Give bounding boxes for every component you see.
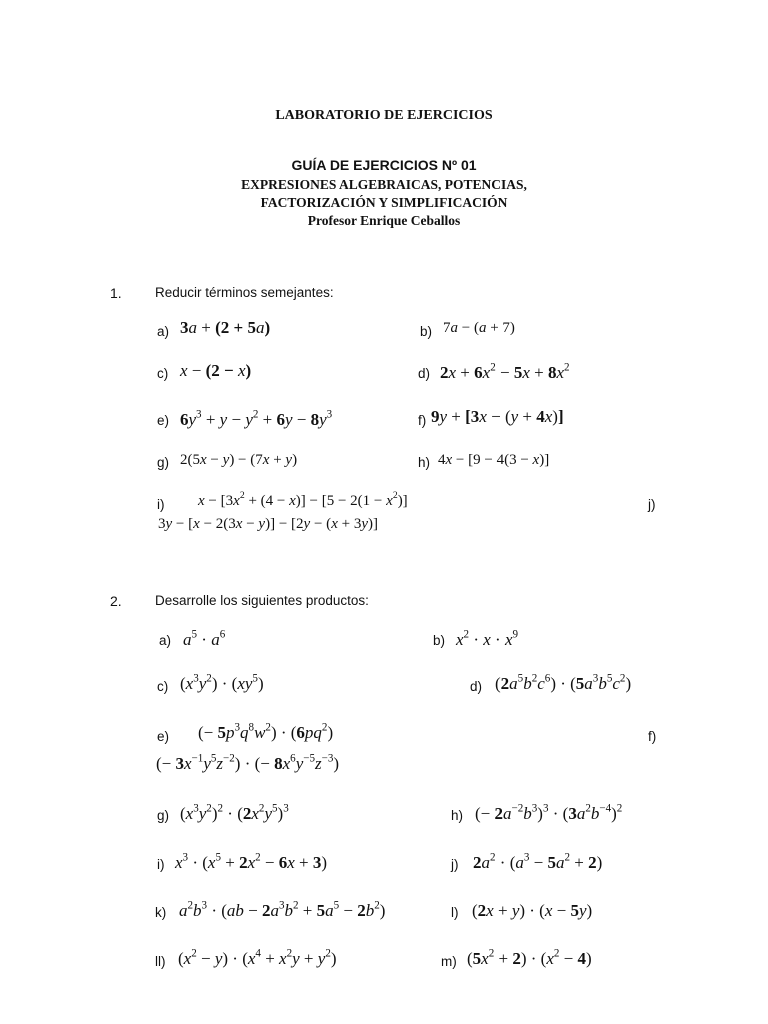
exercise-1b-label: b) [420, 324, 433, 339]
exercise-1i-label: i) [157, 497, 165, 512]
exercise-2i-label: i) [157, 857, 165, 872]
exercise-2f-expression: (− $3x^{-1}y^5z^{-2}$) · (− $8x^6y^{-5}z^{-3}$) [156, 752, 340, 773]
exercise-2d-label: d) [470, 679, 483, 694]
exercise-2g-label: g) [157, 808, 170, 823]
exercise-2m-label: m) [441, 954, 457, 969]
exercise-2k-label: k) [155, 905, 167, 920]
exercise-1a-label: a) [157, 324, 170, 339]
exercise-2j-expression: $2a^2 \cdot (a^3 - 5a^2 + 2)$ [473, 851, 603, 872]
professor-name: Profesor Enrique Ceballos [307, 213, 461, 228]
exercise-2c-expression: $(x^3y^2) \cdot (xy^5)$ [180, 672, 264, 693]
exercise-1d-expression: $2x + 6x^2 - 5x + 8x^2$ [440, 361, 570, 382]
exercise-2f-label: f) [648, 729, 657, 744]
exercise-1d-label: d) [418, 366, 431, 381]
exercise-2h-label: h) [451, 808, 464, 823]
exercise-2a-label: a) [159, 633, 172, 648]
exercise-1i-expression: $x - [3x^2 + (4 - x)] - [5 - 2(1 - x^2)]$ [198, 490, 408, 509]
exercise-2c-label: c) [157, 679, 169, 694]
exercise-1a-expression: 3a + (2 + 5a) [180, 318, 271, 337]
subtitle-line-2: FACTORIZACIÓN Y SIMPLIFICACIÓN [260, 195, 508, 210]
exercise-2e-label: e) [157, 729, 170, 744]
subtitle-line-1: EXPRESIONES ALGEBRAICAS, POTENCIAS, [241, 177, 527, 192]
exercise-1c-expression: x − (2 − x) [180, 361, 252, 380]
exercise-2b-label: b) [433, 633, 446, 648]
exercise-1b-expression: 7a − (a + 7) [443, 320, 515, 336]
exercise-1e-expression: $6y^3 + y - y^2 + 6y - 8y^3$ [180, 408, 333, 429]
guide-title: GUÍA DE EJERCICIOS Nº 01 [291, 157, 477, 173]
exercise-1j-label: j) [648, 497, 656, 512]
lab-title: LABORATORIO DE EJERCICIOS [275, 108, 493, 123]
exercise-2d-expression: $(2a^5b^2c^6) \cdot (5a^3b^5c^2)$ [495, 672, 632, 693]
exercise-2l-label: l) [451, 905, 459, 920]
exercise-1e-label: e) [157, 413, 170, 428]
section-2-number: 2. [110, 593, 122, 609]
exercise-2h-expression: (− $2a^{-2}b^3)^3 \cdot (3a^2b^{-4})^2$ [475, 802, 623, 823]
exercise-1g-expression: 2(5x − y) − (7x + y) [180, 452, 298, 468]
exercise-2a-expression: $a^5 \cdot a^6$ [183, 628, 226, 649]
exercise-2g-expression: $(x^3y^2)^2 \cdot (2x^2y^5)^3$ [180, 802, 289, 823]
exercise-2m-expression: $(5x^2 + 2) \cdot (x^2 - 4)$ [467, 947, 592, 968]
section-1-title: Reducir términos semejantes: [155, 285, 334, 300]
exercise-2b-expression: $x^2 \cdot x \cdot x^9$ [456, 628, 519, 649]
exercise-1f-label: f) [418, 413, 427, 428]
exercise-2ll-expression: $(x^2 - y) \cdot (x^4 + x^2y + y^2)$ [178, 947, 337, 968]
exercise-1h-label: h) [418, 455, 431, 470]
exercise-2j-label: j) [451, 857, 459, 872]
exercise-2ll-label: ll) [155, 954, 166, 969]
exercise-2l-expression: (2x + y) · (x − 5y) [472, 901, 593, 920]
section-1-number: 1. [110, 285, 122, 301]
exercise-2e-expression: (− $5p^3q^8w^2) \cdot (6pq^2)$ [198, 721, 334, 742]
exercise-2i-expression: $x^3 \cdot (x^5 + 2x^2 - 6x + 3)$ [175, 851, 328, 872]
exercise-2k-expression: $a^2b^3 \cdot (ab - 2a^3b^2 + 5a^5 - 2b^2)$ [179, 899, 386, 920]
section-2-title: Desarrolle los siguientes productos: [155, 593, 369, 608]
exercise-1c-label: c) [157, 366, 169, 381]
exercise-1f-expression: 9y + [3x − (y + 4x)] [431, 407, 564, 426]
exercise-1h-expression: 4x − [9 − 4(3 − x)] [438, 452, 550, 468]
exercise-1j-expression: 3y − [x − 2(3x − y)] − [2y − (x + 3y)] [158, 516, 378, 532]
exercise-1g-label: g) [157, 455, 170, 470]
